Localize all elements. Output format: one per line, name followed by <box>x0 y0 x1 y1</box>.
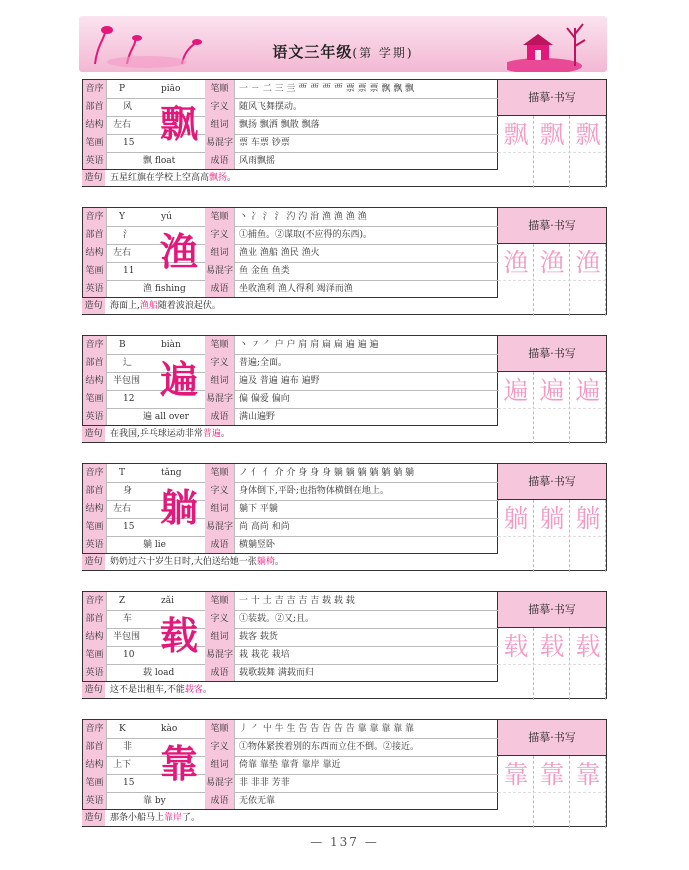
trace-character: 靠 <box>503 760 529 789</box>
words-value: 躺下 平躺 <box>239 504 278 514</box>
page-header <box>79 16 607 72</box>
strokes-value: 15 <box>123 778 135 788</box>
row-divider <box>83 354 499 355</box>
letter-label: 音序 <box>83 720 106 738</box>
column-divider <box>234 336 235 426</box>
english-value: 飘 float <box>143 156 176 166</box>
english-label: 英语 <box>83 792 106 810</box>
column-divider <box>234 208 235 298</box>
stroke-order-value: ノ 亻 亻 介 介 身 身 身 躺 躺 躺 躺 躺 躺 躺 <box>239 468 415 478</box>
words-label: 组词 <box>205 500 234 518</box>
practice-area <box>498 591 607 699</box>
row-divider <box>83 390 499 391</box>
trace-character: 载 <box>503 632 529 661</box>
meaning-label: 字义 <box>205 738 234 756</box>
box-midline <box>498 536 606 537</box>
confusable-label: 易混字 <box>205 262 234 280</box>
meaning-label: 字义 <box>205 98 234 116</box>
trace-character: 靠 <box>539 760 565 789</box>
pinyin-value: piāo <box>161 84 181 94</box>
page-number: — 137 — <box>310 835 379 849</box>
sentence-text: 。 <box>202 685 212 695</box>
example-sentence <box>110 170 236 186</box>
radical-label: 部首 <box>83 226 106 244</box>
letter-value: B <box>119 340 126 350</box>
confusable-label: 易混字 <box>205 134 234 152</box>
trace-character: 遍 <box>575 376 601 405</box>
words-label: 组词 <box>205 116 234 134</box>
practice-area <box>498 463 607 571</box>
trace-character: 渔 <box>575 248 601 277</box>
letter-label: 音序 <box>83 592 106 610</box>
confusable-value: 栽 栽花 栽培 <box>239 650 290 660</box>
column-divider <box>234 464 235 554</box>
stroke-order-label: 笔顺 <box>205 592 234 610</box>
sentence-row <box>82 809 498 827</box>
character-card <box>82 719 607 827</box>
sentence-row <box>82 425 498 443</box>
structure-value: 上下 <box>113 760 132 770</box>
sentence-text: 。 <box>220 429 230 439</box>
letter-value: Y <box>119 212 125 222</box>
pinyin-value: zǎi <box>161 596 174 606</box>
box-midline <box>498 280 606 281</box>
english-label: 英语 <box>83 408 106 426</box>
trace-character: 躺 <box>539 504 565 533</box>
stroke-order-label: 笔顺 <box>205 208 234 226</box>
highlighted-word: 靠岸 <box>164 813 183 823</box>
english-value: 躺 lie <box>143 540 166 550</box>
sentence-label: 造句 <box>82 426 105 442</box>
radical-label: 部首 <box>83 482 106 500</box>
structure-value: 左右 <box>113 504 132 514</box>
letter-value: P <box>119 84 126 94</box>
letter-label: 音序 <box>83 464 106 482</box>
strokes-label: 笔画 <box>83 390 106 408</box>
idiom-value: 横躺竖卧 <box>239 540 276 550</box>
example-sentence <box>110 426 230 442</box>
confusable-label: 易混字 <box>205 518 234 536</box>
practice-label: 描摹·书写 <box>498 208 606 244</box>
letter-value: K <box>119 724 126 734</box>
structure-value: 左右 <box>113 248 132 258</box>
main-character: 遍 <box>159 357 198 402</box>
confusable-label: 易混字 <box>205 774 234 792</box>
trace-character: 载 <box>575 632 601 661</box>
highlighted-word: 渔船 <box>139 301 158 311</box>
row-divider <box>83 774 499 775</box>
stroke-order-value: 丶 冫 氵 氵 汋 汋 洕 渔 渔 渔 渔 <box>239 212 367 222</box>
letter-value: T <box>119 468 126 478</box>
writing-boxes <box>498 372 606 444</box>
strokes-value: 10 <box>123 650 135 660</box>
house-decoration-icon <box>507 18 597 72</box>
character-card <box>82 463 607 571</box>
writing-boxes <box>498 244 606 316</box>
idiom-label: 成语 <box>205 792 234 810</box>
practice-label: 描摹·书写 <box>498 336 606 372</box>
radical-label: 部首 <box>83 354 106 372</box>
letter-label: 音序 <box>83 336 106 354</box>
trace-character: 载 <box>539 632 565 661</box>
idiom-value: 坐收渔利 渔人得利 竭泽而渔 <box>239 284 353 294</box>
column-divider <box>234 80 235 170</box>
confusable-value: 非 非非 芳菲 <box>239 778 290 788</box>
words-value: 倚靠 靠垫 靠背 靠岸 靠近 <box>239 760 341 770</box>
main-character: 靠 <box>159 741 198 786</box>
idiom-label: 成语 <box>205 408 234 426</box>
column-divider <box>106 208 107 298</box>
highlighted-word: 载客 <box>184 685 203 695</box>
trace-character: 飘 <box>575 120 601 149</box>
example-sentence <box>110 298 221 314</box>
character-card <box>82 207 607 315</box>
writing-boxes <box>498 756 606 828</box>
strokes-label: 笔画 <box>83 518 106 536</box>
column-divider <box>106 336 107 426</box>
main-character: 渔 <box>159 229 198 274</box>
structure-value: 半包围 <box>113 632 141 642</box>
strokes-label: 笔画 <box>83 134 106 152</box>
radical-value: 氵 <box>123 230 133 240</box>
sentence-text: 奶奶过六十岁生日时,大伯送给她一张 <box>110 557 257 567</box>
practice-area <box>498 207 607 315</box>
meaning-label: 字义 <box>205 354 234 372</box>
trace-character: 躺 <box>503 504 529 533</box>
structure-label: 结构 <box>83 628 106 646</box>
strokes-label: 笔画 <box>83 774 106 792</box>
title-text: 语文三年级 <box>272 43 353 61</box>
practice-label: 描摹·书写 <box>498 720 606 756</box>
trace-character: 渔 <box>503 248 529 277</box>
semester-text: (第 学期) <box>352 46 414 60</box>
highlighted-word: 飘扬 <box>209 173 228 183</box>
stroke-order-label: 笔顺 <box>205 464 234 482</box>
idiom-value: 风雨飘摇 <box>239 156 276 166</box>
stroke-order-value: 一 十 土 吉 吉 吉 吉 载 载 载 <box>239 596 355 606</box>
english-value: 载 load <box>143 668 175 678</box>
stroke-order-value: 丶 ㇇ ㇒ 户 户 肩 肩 扁 扁 遍 遍 遍 <box>239 340 379 350</box>
column-divider <box>106 80 107 170</box>
sentence-text: 海面上, <box>110 301 140 311</box>
stroke-order-value: 丿 ㇒ 屮 牛 生 告 告 告 告 告 靠 靠 靠 靠 靠 <box>239 724 415 734</box>
pinyin-value: kào <box>161 724 178 734</box>
trace-character: 遍 <box>539 376 565 405</box>
idiom-label: 成语 <box>205 664 234 682</box>
words-label: 组词 <box>205 628 234 646</box>
sentence-row <box>82 553 498 571</box>
confusable-value: 票 车票 钞票 <box>239 138 290 148</box>
trace-character: 靠 <box>575 760 601 789</box>
confusable-value: 鱼 金鱼 鱼类 <box>239 266 290 276</box>
pinyin-value: biàn <box>161 340 181 350</box>
trace-character: 飘 <box>539 120 565 149</box>
structure-label: 结构 <box>83 244 106 262</box>
sentence-label: 造句 <box>82 682 105 698</box>
sentence-row <box>82 297 498 315</box>
structure-value: 左右 <box>113 120 132 130</box>
meaning-value: ①装载。②又;且。 <box>239 614 315 624</box>
english-value: 遍 all over <box>143 412 189 422</box>
radical-label: 部首 <box>83 738 106 756</box>
meaning-value: 随风飞舞摆动。 <box>239 102 303 112</box>
sentence-text: 。 <box>227 173 237 183</box>
column-divider <box>106 592 107 682</box>
strokes-value: 15 <box>123 138 135 148</box>
idiom-value: 满山遍野 <box>239 412 276 422</box>
highlighted-word: 普遍 <box>202 429 221 439</box>
words-label: 组词 <box>205 244 234 262</box>
confusable-label: 易混字 <box>205 390 234 408</box>
idiom-label: 成语 <box>205 280 234 298</box>
sentence-label: 造句 <box>82 554 105 570</box>
example-sentence <box>110 682 212 698</box>
pinyin-value: tǎng <box>161 468 182 478</box>
words-value: 遍及 普遍 遍布 遍野 <box>239 376 320 386</box>
stroke-order-label: 笔顺 <box>205 80 234 98</box>
english-label: 英语 <box>83 536 106 554</box>
meaning-value: ①物体紧挨着别的东西而立住不倒。②接近。 <box>239 742 420 752</box>
radical-value: 身 <box>123 486 133 496</box>
sentence-text: 这不是出租车,不能 <box>110 685 185 695</box>
sentence-text: 在我国,乒乓球运动非常 <box>110 429 203 439</box>
english-value: 渔 fishing <box>143 284 186 294</box>
stroke-order-label: 笔顺 <box>205 720 234 738</box>
main-character: 飘 <box>159 101 198 146</box>
stroke-order-label: 笔顺 <box>205 336 234 354</box>
practice-label: 描摹·书写 <box>498 80 606 116</box>
sentence-text: 五星红旗在学校上空高高 <box>110 173 210 183</box>
structure-value: 半包围 <box>113 376 141 386</box>
idiom-value: 无依无靠 <box>239 796 276 806</box>
highlighted-word: 躺椅 <box>256 557 275 567</box>
sentence-row <box>82 681 498 699</box>
english-label: 英语 <box>83 280 106 298</box>
practice-area <box>498 79 607 187</box>
trace-character: 渔 <box>539 248 565 277</box>
structure-label: 结构 <box>83 116 106 134</box>
box-midline <box>498 664 606 665</box>
trace-character: 飘 <box>503 120 529 149</box>
sentence-row <box>82 169 498 187</box>
character-card <box>82 591 607 699</box>
character-card <box>82 79 607 187</box>
idiom-value: 载歌载舞 满载而归 <box>239 668 314 678</box>
meaning-label: 字义 <box>205 610 234 628</box>
idiom-label: 成语 <box>205 152 234 170</box>
strokes-value: 12 <box>123 394 135 404</box>
example-sentence <box>110 810 200 826</box>
letter-value: Z <box>119 596 126 606</box>
row-divider <box>83 500 499 501</box>
practice-area <box>498 335 607 443</box>
writing-boxes <box>498 628 606 700</box>
english-value: 靠 by <box>143 796 166 806</box>
meaning-label: 字义 <box>205 482 234 500</box>
sentence-text: 随着波浪起伏。 <box>157 301 221 311</box>
words-value: 飘扬 飘洒 飘散 飘落 <box>239 120 320 130</box>
structure-label: 结构 <box>83 500 106 518</box>
main-character: 躺 <box>159 485 198 530</box>
strokes-label: 笔画 <box>83 646 106 664</box>
sentence-label: 造句 <box>82 810 105 826</box>
confusable-label: 易混字 <box>205 646 234 664</box>
radical-value: 车 <box>123 614 133 624</box>
confusable-value: 偏 偏爱 偏向 <box>239 394 290 404</box>
words-value: 载客 载货 <box>239 632 278 642</box>
stroke-order-value: 一 ㄧ 二 三 亖 覀 覀 覀 覀 票 票 票 飘 飘 飘 <box>239 84 415 94</box>
strokes-value: 11 <box>123 266 135 276</box>
box-midline <box>498 408 606 409</box>
row-divider <box>83 134 499 135</box>
radical-label: 部首 <box>83 610 106 628</box>
idiom-label: 成语 <box>205 536 234 554</box>
words-label: 组词 <box>205 372 234 390</box>
meaning-value: 身体倒下,平卧;也指物体横倒在地上。 <box>239 486 389 496</box>
trace-character: 躺 <box>575 504 601 533</box>
sentence-text: 。 <box>274 557 284 567</box>
pinyin-value: yú <box>161 212 172 222</box>
sentence-text: 那条小船马上 <box>110 813 165 823</box>
english-label: 英语 <box>83 152 106 170</box>
radical-label: 部首 <box>83 98 106 116</box>
practice-label: 描摹·书写 <box>498 592 606 628</box>
structure-label: 结构 <box>83 372 106 390</box>
sentence-text: 了。 <box>182 813 201 823</box>
letter-label: 音序 <box>83 208 106 226</box>
structure-label: 结构 <box>83 756 106 774</box>
box-midline <box>498 792 606 793</box>
column-divider <box>234 592 235 682</box>
meaning-label: 字义 <box>205 226 234 244</box>
character-card <box>82 335 607 443</box>
words-label: 组词 <box>205 756 234 774</box>
meaning-value: ①捕鱼。②谋取(不应得的东西)。 <box>239 230 373 240</box>
english-label: 英语 <box>83 664 106 682</box>
column-divider <box>234 720 235 810</box>
radical-value: 非 <box>123 742 133 752</box>
strokes-value: 15 <box>123 522 135 532</box>
row-divider <box>83 646 499 647</box>
row-divider <box>83 518 499 519</box>
confusable-value: 尚 高尚 和尚 <box>239 522 290 532</box>
sentence-label: 造句 <box>82 170 105 186</box>
row-divider <box>83 628 499 629</box>
box-midline <box>498 152 606 153</box>
practice-area <box>498 719 607 827</box>
writing-boxes <box>498 116 606 188</box>
meaning-value: 普遍;全面。 <box>239 358 288 368</box>
column-divider <box>106 464 107 554</box>
main-character: 载 <box>159 613 198 658</box>
example-sentence <box>110 554 284 570</box>
row-divider <box>83 262 499 263</box>
practice-label: 描摹·书写 <box>498 464 606 500</box>
strokes-label: 笔画 <box>83 262 106 280</box>
letter-label: 音序 <box>83 80 106 98</box>
words-value: 渔业 渔船 渔民 渔火 <box>239 248 320 258</box>
sentence-label: 造句 <box>82 298 105 314</box>
column-divider <box>106 720 107 810</box>
radical-value: 风 <box>123 102 133 112</box>
radical-value: 辶 <box>123 358 133 368</box>
writing-boxes <box>498 500 606 572</box>
trace-character: 遍 <box>503 376 529 405</box>
